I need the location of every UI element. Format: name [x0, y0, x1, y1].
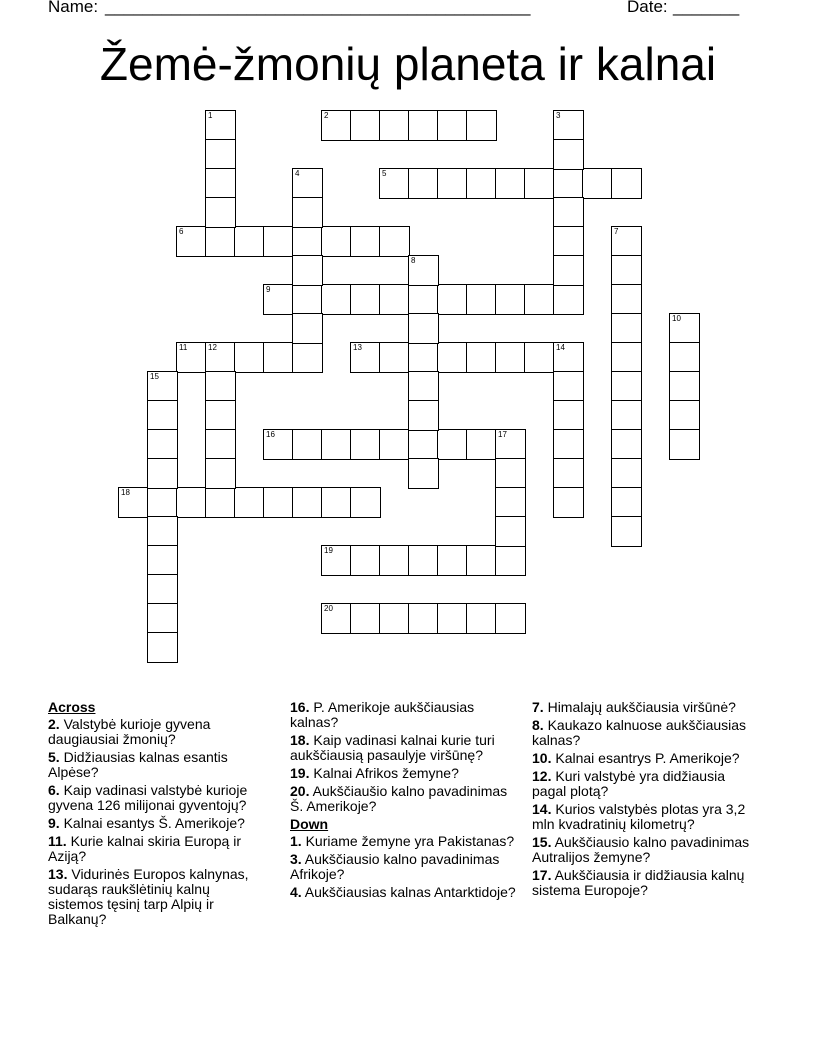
clue-item — [532, 751, 752, 766]
crossword-cell[interactable] — [292, 429, 323, 460]
crossword-cell[interactable] — [321, 284, 352, 315]
crossword-cell[interactable] — [292, 284, 323, 315]
crossword-cell[interactable] — [321, 429, 352, 460]
crossword-cell[interactable] — [437, 429, 468, 460]
crossword-cell[interactable] — [582, 168, 613, 199]
clue-item — [290, 852, 522, 882]
crossword-cell[interactable] — [147, 545, 178, 576]
crossword-cell[interactable] — [147, 429, 178, 460]
crossword-cell[interactable] — [147, 458, 178, 489]
crossword-cell[interactable] — [611, 371, 642, 402]
crossword-cell[interactable] — [379, 603, 410, 634]
clue-number: 14 — [556, 343, 565, 352]
crossword-cell[interactable] — [408, 284, 439, 315]
crossword-cell[interactable] — [408, 458, 439, 489]
crossword-cell[interactable] — [495, 168, 526, 199]
crossword-cell[interactable] — [147, 603, 178, 634]
crossword-cell[interactable] — [495, 603, 526, 634]
crossword-cell[interactable] — [408, 429, 439, 460]
crossword-cell[interactable] — [437, 342, 468, 373]
crossword-cell[interactable] — [611, 400, 642, 431]
crossword-cell[interactable] — [553, 371, 584, 402]
clue-number: 1 — [208, 111, 213, 120]
clue-number: 17 — [498, 430, 507, 439]
crossword-cell[interactable] — [205, 487, 236, 518]
crossword-cell[interactable] — [408, 603, 439, 634]
clues-column-2 — [290, 700, 522, 903]
page-title: Žemė-žmonių planeta ir kalnai — [99, 38, 717, 90]
down-heading: Down — [290, 816, 329, 832]
clue-item-text: Himalajų aukščiausia viršūnė? — [543, 699, 736, 715]
crossword-cell[interactable] — [553, 197, 584, 228]
crossword-cell[interactable] — [292, 342, 323, 373]
date-field-line[interactable]: _______ — [673, 0, 740, 16]
crossword-cell[interactable] — [553, 400, 584, 431]
clue-item-text: Kaukazo kalnuose aukščiausias kalnas? — [532, 717, 747, 748]
crossword-cell[interactable] — [495, 429, 526, 460]
crossword-cell[interactable] — [205, 197, 236, 228]
crossword-cell[interactable] — [263, 342, 294, 373]
crossword-cell[interactable] — [379, 429, 410, 460]
crossword-cell[interactable] — [176, 342, 207, 373]
crossword-cell[interactable] — [147, 516, 178, 547]
clue-item-text: Valstybė kurioje gyvena daugiausiai žmonių? — [48, 716, 211, 747]
crossword-cell[interactable] — [669, 313, 700, 344]
crossword-cell[interactable] — [466, 168, 497, 199]
crossword-cell[interactable] — [524, 342, 555, 373]
clue-item-text: Kalnai esantrys P. Amerikoje? — [551, 750, 740, 766]
clue-item-number: 11. — [48, 833, 67, 849]
clue-item — [532, 868, 752, 898]
clue-item — [48, 717, 260, 747]
crossword-cell[interactable] — [176, 487, 207, 518]
crossword-cell[interactable] — [408, 545, 439, 576]
crossword-cell[interactable] — [553, 110, 584, 141]
crossword-cell[interactable] — [553, 168, 584, 199]
clue-item-number: 10. — [532, 750, 552, 766]
clue-item-text: Kuri valstybė yra didžiausia pagal plotą? — [532, 768, 725, 799]
clue-item-number: 19. — [290, 765, 310, 781]
clue-item-number: 3. — [290, 851, 302, 867]
clue-item-text: Kurie kalnai skiria Europą ir Aziją? — [48, 833, 241, 864]
crossword-cell[interactable] — [379, 168, 410, 199]
clue-number: 20 — [324, 604, 333, 613]
clue-item-text: Kurios valstybės plotas yra 3,2 mln kvadratinių kilometrų? — [532, 801, 746, 832]
crossword-cell[interactable] — [147, 400, 178, 431]
clue-number: 13 — [353, 343, 362, 352]
crossword-cell[interactable] — [234, 226, 265, 257]
clue-item-text: Kalnai Afrikos žemyne? — [309, 765, 459, 781]
crossword-cell[interactable] — [611, 487, 642, 518]
clue-item — [290, 834, 522, 849]
clue-item-number: 5. — [48, 749, 60, 765]
clue-number: 19 — [324, 546, 333, 555]
clue-item — [48, 783, 260, 813]
crossword-cell[interactable] — [321, 545, 352, 576]
crossword-cell[interactable] — [292, 255, 323, 286]
clue-item — [532, 700, 752, 715]
crossword-cell[interactable] — [263, 226, 294, 257]
crossword-cell[interactable] — [321, 487, 352, 518]
crossword-cell[interactable] — [350, 487, 381, 518]
crossword-cell[interactable] — [292, 313, 323, 344]
crossword-cell[interactable] — [553, 487, 584, 518]
crossword-cell[interactable] — [437, 603, 468, 634]
crossword-cell[interactable] — [147, 487, 178, 518]
crossword-cell[interactable] — [611, 226, 642, 257]
crossword-cell[interactable] — [408, 342, 439, 373]
crossword-cell[interactable] — [379, 284, 410, 315]
clue-item-text: Didžiausias kalnas esantis Alpėse? — [48, 749, 228, 780]
crossword-cell[interactable] — [263, 487, 294, 518]
crossword-cell[interactable] — [408, 255, 439, 286]
crossword-cell[interactable] — [350, 342, 381, 373]
crossword-cell[interactable] — [524, 168, 555, 199]
clue-number: 5 — [382, 169, 387, 178]
crossword-cell[interactable] — [321, 603, 352, 634]
clue-item — [532, 769, 752, 799]
clue-item — [532, 718, 752, 748]
clue-item-text: Aukščiaušio kalno pavadinimas Š. Amerikoje? — [290, 783, 508, 814]
crossword-cell[interactable] — [292, 487, 323, 518]
clues-column-1 — [48, 700, 260, 930]
crossword-cell[interactable] — [205, 110, 236, 141]
crossword-cell[interactable] — [408, 110, 439, 141]
crossword-cell[interactable] — [205, 226, 236, 257]
crossword-cell[interactable] — [350, 110, 381, 141]
crossword-cell[interactable] — [611, 255, 642, 286]
crossword-cell[interactable] — [611, 168, 642, 199]
crossword-cell[interactable] — [495, 487, 526, 518]
crossword-cell[interactable] — [466, 342, 497, 373]
clue-item-text: Kaip vadinasi kalnai kurie turi aukščiausią pasaulyje viršūnę? — [290, 732, 495, 763]
clue-item-number: 16. — [290, 699, 310, 715]
clue-item — [48, 750, 260, 780]
crossword-cell[interactable] — [205, 458, 236, 489]
clue-item-text: Kalnai esantys Š. Amerikoje? — [59, 815, 245, 831]
clue-item-text: Kaip vadinasi valstybė kurioje gyvena 126 milijonai gyventojų? — [48, 782, 248, 813]
crossword-cell[interactable] — [379, 545, 410, 576]
crossword-cell[interactable] — [350, 545, 381, 576]
crossword-cell[interactable] — [437, 545, 468, 576]
crossword-cell[interactable] — [147, 371, 178, 402]
clue-number: 7 — [614, 227, 619, 236]
clue-number: 3 — [556, 111, 561, 120]
crossword-cell[interactable] — [437, 284, 468, 315]
crossword-cell[interactable] — [495, 342, 526, 373]
crossword-cell[interactable] — [234, 342, 265, 373]
crossword-cell[interactable] — [553, 255, 584, 286]
crossword-cell[interactable] — [611, 342, 642, 373]
crossword-cell[interactable] — [408, 313, 439, 344]
clue-item-number: 15. — [532, 834, 552, 850]
crossword-cell[interactable] — [263, 284, 294, 315]
crossword-cell[interactable] — [350, 429, 381, 460]
crossword-cell[interactable] — [205, 168, 236, 199]
clue-item-number: 20. — [290, 783, 310, 799]
clue-item-number: 6. — [48, 782, 60, 798]
crossword-cell[interactable] — [466, 603, 497, 634]
clue-number: 16 — [266, 430, 275, 439]
crossword-cell[interactable] — [669, 400, 700, 431]
clue-item — [290, 766, 522, 781]
crossword-cell[interactable] — [553, 342, 584, 373]
crossword-cell[interactable] — [611, 313, 642, 344]
clue-item — [532, 802, 752, 832]
crossword-cell[interactable] — [205, 139, 236, 170]
crossword-cell[interactable] — [379, 110, 410, 141]
clue-number: 10 — [672, 314, 681, 323]
crossword-cell[interactable] — [553, 284, 584, 315]
clue-item-number: 1. — [290, 833, 302, 849]
crossword-cell[interactable] — [408, 371, 439, 402]
clue-item-number: 9. — [48, 815, 60, 831]
clue-item — [290, 885, 522, 900]
clue-item-number: 4. — [290, 884, 302, 900]
clue-item-text: Vidurinės Europos kalnynas, sudarąs raukšlėtinių kalnų sistemos tęsinį tarp Alpių ir Balkanų? — [48, 866, 249, 927]
clue-item-number: 12. — [532, 768, 552, 784]
crossword-cell[interactable] — [553, 226, 584, 257]
clue-item-text: Kuriame žemyne yra Pakistanas? — [301, 833, 515, 849]
crossword-cell[interactable] — [350, 603, 381, 634]
crossword-cell[interactable] — [553, 139, 584, 170]
crossword-cell[interactable] — [147, 574, 178, 605]
name-label: Name: — [48, 0, 99, 16]
crossword-cell[interactable] — [321, 110, 352, 141]
clue-number: 4 — [295, 169, 300, 178]
clue-number: 8 — [411, 256, 416, 265]
crossword-cell[interactable] — [466, 284, 497, 315]
crossword-cell[interactable] — [611, 429, 642, 460]
crossword-cell[interactable] — [408, 400, 439, 431]
clue-item — [48, 834, 260, 864]
clue-item-text: P. Amerikoje aukščiausias kalnas? — [290, 699, 475, 730]
clue-item-text: Aukščiausio kalno pavadinimas Autralijos žemyne? — [532, 834, 750, 865]
crossword-cell[interactable] — [205, 371, 236, 402]
crossword-cell[interactable] — [408, 168, 439, 199]
clue-item-number: 7. — [532, 699, 544, 715]
clue-item-text: Aukščiausio kalno pavadinimas Afrikoje? — [290, 851, 500, 882]
clue-item — [290, 784, 522, 814]
crossword-cell[interactable] — [118, 487, 149, 518]
crossword-cell[interactable] — [495, 458, 526, 489]
crossword-cell[interactable] — [466, 545, 497, 576]
crossword-cell[interactable] — [524, 284, 555, 315]
crossword-cell[interactable] — [611, 516, 642, 547]
clue-item-text: Aukščiausia ir didžiausia kalnų sistema Europoje? — [532, 867, 745, 898]
crossword-cell[interactable] — [176, 226, 207, 257]
crossword-cell[interactable] — [611, 284, 642, 315]
crossword-cell[interactable] — [466, 429, 497, 460]
clue-item-number: 13. — [48, 866, 68, 882]
date-label: Date: — [627, 0, 668, 16]
name-field-line[interactable]: _____________________________________________ — [105, 0, 531, 16]
crossword-cell[interactable] — [263, 429, 294, 460]
crossword-cell[interactable] — [495, 516, 526, 547]
crossword-cell[interactable] — [437, 110, 468, 141]
crossword-cell[interactable] — [147, 632, 178, 663]
clue-number: 6 — [179, 227, 184, 236]
crossword-cell[interactable] — [321, 226, 352, 257]
clue-item — [290, 700, 522, 730]
crossword-cell[interactable] — [495, 545, 526, 576]
clue-item — [48, 867, 260, 927]
crossword-cell[interactable] — [205, 342, 236, 373]
crossword-cell[interactable] — [669, 342, 700, 373]
crossword-cell[interactable] — [669, 429, 700, 460]
crossword-cell[interactable] — [350, 226, 381, 257]
clue-item-number: 14. — [532, 801, 552, 817]
crossword-cell[interactable] — [553, 458, 584, 489]
crossword-cell[interactable] — [205, 400, 236, 431]
clue-item — [532, 835, 752, 865]
clue-item-number: 17. — [532, 867, 552, 883]
clue-number: 15 — [150, 372, 159, 381]
clue-number: 12 — [208, 343, 217, 352]
clue-number: 2 — [324, 111, 329, 120]
crossword-cell[interactable] — [292, 226, 323, 257]
clue-item-number: 2. — [48, 716, 60, 732]
crossword-cell[interactable] — [437, 168, 468, 199]
clue-item — [290, 733, 522, 763]
crossword-cell[interactable] — [611, 458, 642, 489]
clue-item-number: 18. — [290, 732, 310, 748]
clue-number: 11 — [179, 343, 188, 352]
crossword-cell[interactable] — [669, 371, 700, 402]
clue-number: 18 — [121, 488, 130, 497]
crossword-cell[interactable] — [553, 429, 584, 460]
crossword-cell[interactable] — [234, 487, 265, 518]
crossword-cell[interactable] — [495, 284, 526, 315]
crossword-cell[interactable] — [292, 168, 323, 199]
clue-item-text: Aukščiausias kalnas Antarktidoje? — [301, 884, 516, 900]
clue-item — [48, 816, 260, 831]
clue-number: 9 — [266, 285, 271, 294]
clue-item-number: 8. — [532, 717, 544, 733]
clues-column-3 — [532, 700, 752, 901]
crossword-cell[interactable] — [350, 284, 381, 315]
crossword-cell[interactable] — [466, 110, 497, 141]
crossword-cell[interactable] — [379, 342, 410, 373]
across-heading: Across — [48, 699, 96, 715]
crossword-cell[interactable] — [379, 226, 410, 257]
crossword-cell[interactable] — [292, 197, 323, 228]
crossword-cell[interactable] — [205, 429, 236, 460]
